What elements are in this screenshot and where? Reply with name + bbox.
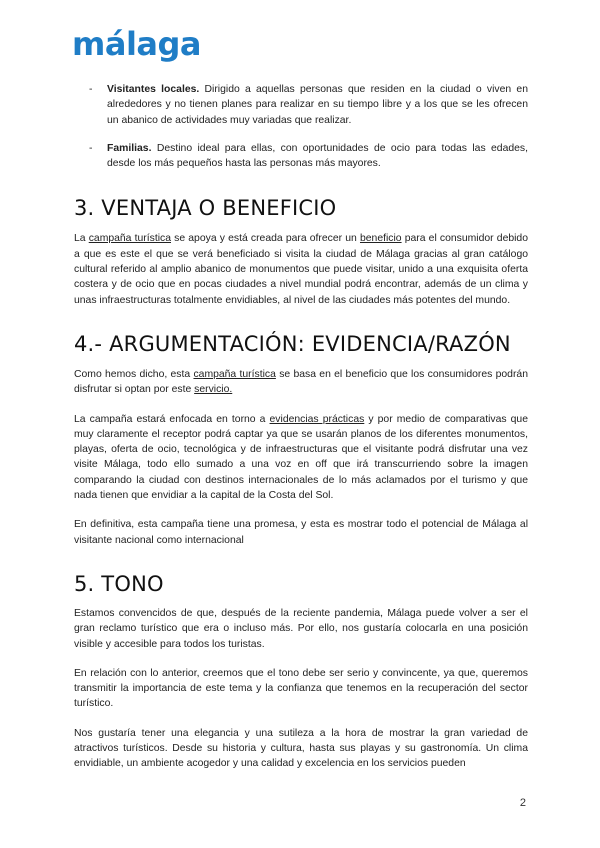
section-4-heading: 4.- ARGUMENTACIÓN: EVIDENCIA/RAZÓN bbox=[74, 331, 511, 356]
section-5-paragraph-3: Nos gustaría tener una elegancia y una sutileza a la hora de mostrar la gran variedad de atractivos turísticos. Desde su historia y cultura, hasta sus playas y su gastronomía. Un clima envidiable, un ambiente acogedor y una calidad y excelencia en los servicios pueden bbox=[74, 727, 528, 770]
text-run: Como hemos dicho, esta bbox=[74, 368, 194, 380]
section-4-paragraph-1 bbox=[74, 367, 528, 398]
section-3-paragraph bbox=[74, 231, 528, 307]
audience-item-familias bbox=[74, 141, 528, 172]
section-5-paragraph-2: En relación con lo anterior, creemos que el tono debe ser serio y convincente, ya que, queremos transmitir la importancia de este tema y la confianza que tenemos en la recuperación del sector turístico. bbox=[74, 667, 528, 710]
audience-text: Destino ideal para ellas, con oportunidades de ocio para todas las edades, desde los más pequeños hasta las personas más mayores. bbox=[107, 142, 528, 170]
page-number: 2 bbox=[519, 797, 526, 809]
audience-text: Dirigido a aquellas personas que residen en la ciudad o viven en alrededores y no tienen planes para realizar en su tiempo libre y a los que se les ofrecen un abanico de actividades muy variadas que realizar. bbox=[107, 84, 528, 126]
text-run: La campaña estará enfocada en torno a bbox=[74, 413, 270, 425]
section-5-paragraph-1: Estamos convencidos de que, después de la reciente pandemia, Málaga puede volver a ser el gran reclamo turístico que era o incluso más. Por ello, nos gustaría colocarla en una posición visible y accesible para todos los turistas. bbox=[74, 607, 528, 650]
section-5-heading: 5. TONO bbox=[74, 571, 164, 596]
text-run: se apoya y está creada para ofrecer un bbox=[171, 233, 360, 245]
campana-turistica-link[interactable]: campaña turística bbox=[193, 368, 276, 380]
bullet-dash: - bbox=[89, 84, 93, 95]
malaga-logo: málaga bbox=[72, 25, 201, 63]
section-4-paragraph-3: En definitiva, esta campaña tiene una promesa, y esta es mostrar todo el potencial de Málaga al visitante nacional como internacional bbox=[74, 519, 528, 546]
beneficio-link[interactable]: beneficio bbox=[359, 233, 402, 245]
text-run: La bbox=[74, 233, 89, 245]
section-3-heading: 3. VENTAJA O BENEFICIO bbox=[74, 196, 337, 221]
evidencias-practicas-link[interactable]: evidencias prácticas bbox=[269, 413, 365, 425]
text-run: y por medio de comparativas que muy claramente el receptor podrá captar ya que se usarán planos de los diferentes monumentos, playas, oferta de ocio, tecnológica y de infraestructuras que el visitante podrá disfrutar una vez visite Málaga, todo ello sumado a una voz en off que irá transcurriendo sobre la imagen comparando la ciudad con destinos internacionales de lo más aclamados por el turismo y que nada tienen que envidiar a la capital de la Costa del Sol. bbox=[74, 413, 528, 502]
document-body bbox=[74, 82, 528, 772]
audience-label: Familias. bbox=[107, 142, 152, 154]
text-run: para el consumidor debido a que es este el que se verá beneficiado si visita la ciudad de Málaga gracias al gran catálogo cultural referido al amplio abanico de monumentos que puede visitar, unido a una exquisita oferta costera y de ocio que en pocas ciudades a nivel mundial podrá encontrar, además de un clima y unas infraestructuras totalmente envidiables, al nivel de las ciudades más potentes del mundo. bbox=[74, 233, 528, 306]
text-run: se basa en el beneficio que los consumidores podrán disfrutar si optan por este bbox=[74, 368, 528, 396]
bullet-dash: - bbox=[89, 142, 93, 154]
audience-item-visitantes-locales bbox=[74, 82, 528, 128]
audience-label: Visitantes locales. bbox=[107, 84, 200, 95]
servicio-link[interactable]: servicio. bbox=[194, 384, 233, 396]
section-4-paragraph-2 bbox=[74, 412, 528, 504]
campana-turistica-link[interactable]: campaña turística bbox=[88, 233, 171, 245]
